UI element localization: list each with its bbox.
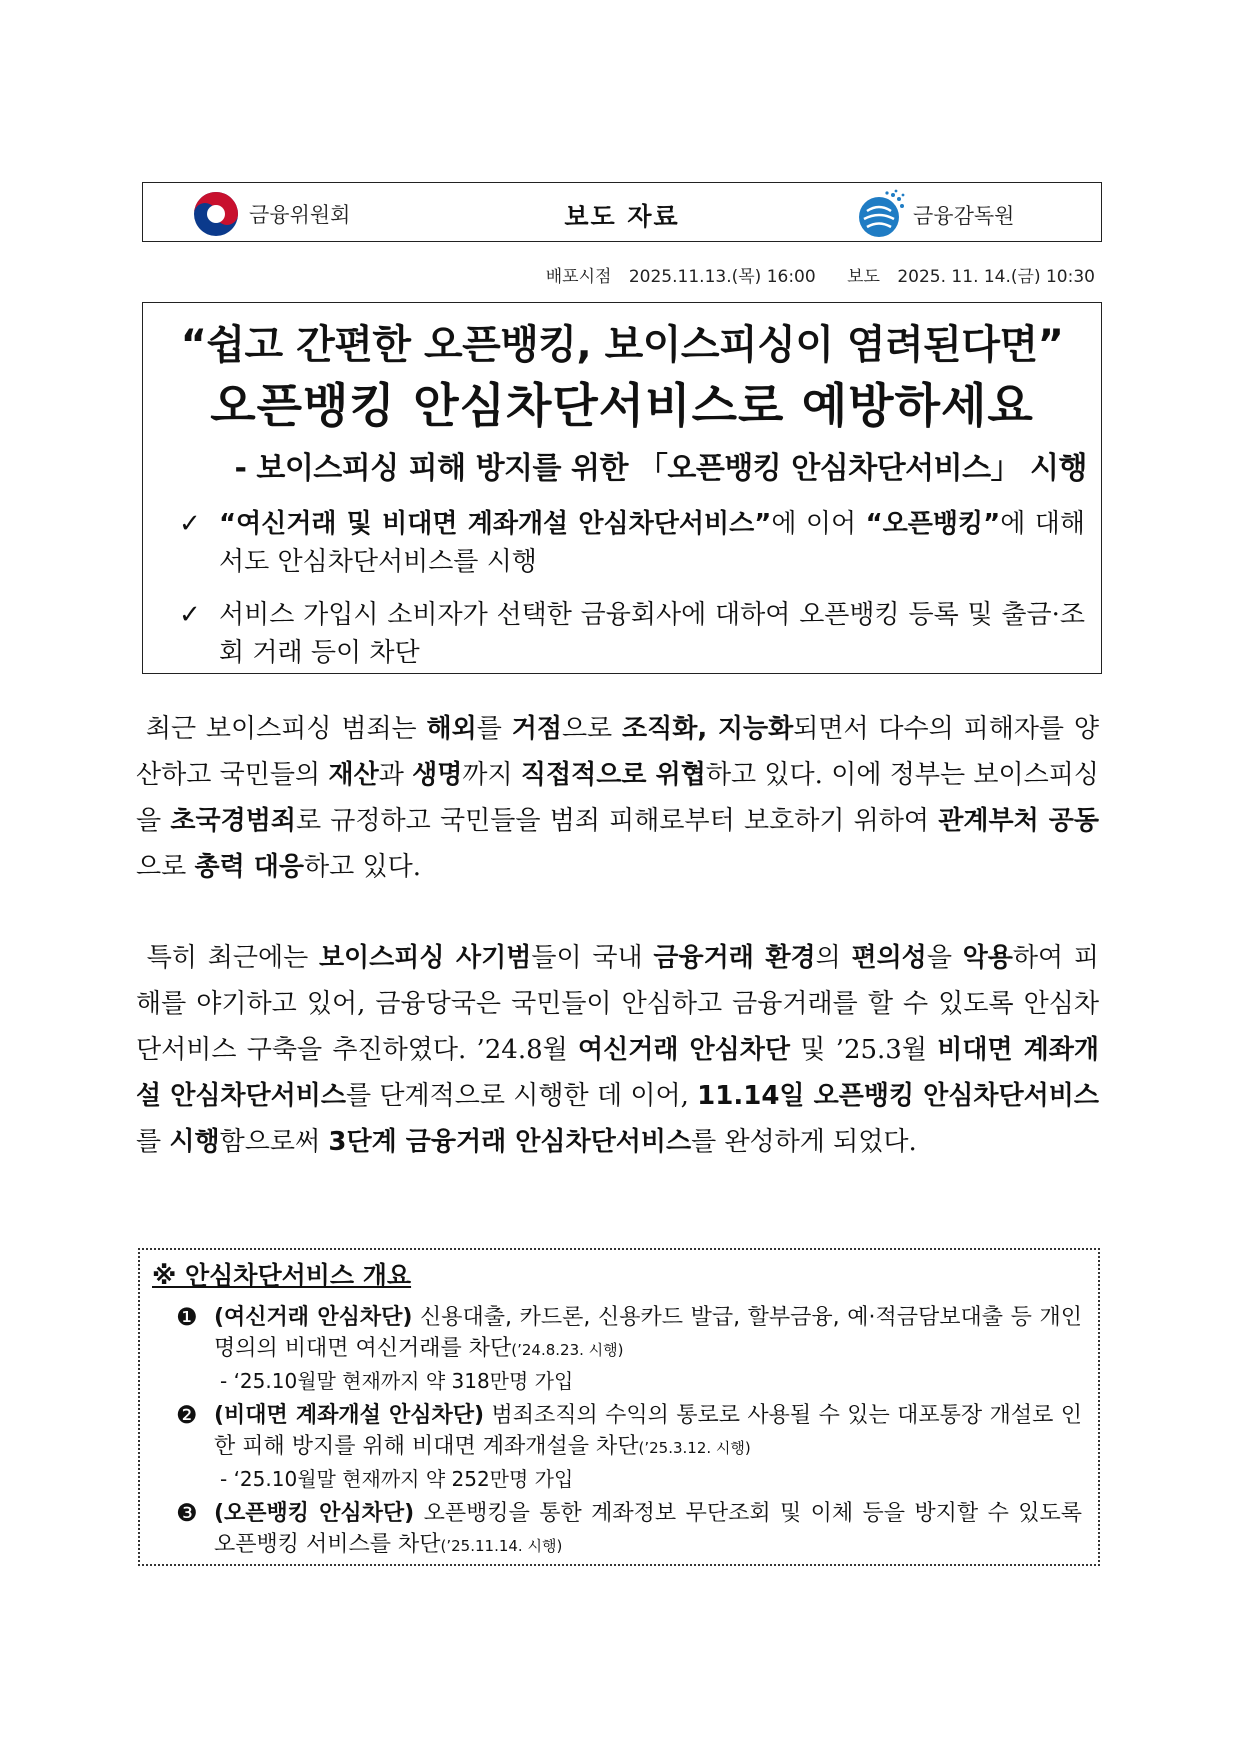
- distribution-time: 2025.11.13.(목) 16:00: [628, 267, 816, 287]
- headline-quote: “쉽고 간편한 오픈뱅킹, 보이스피싱이 염려된다면”: [180, 322, 1064, 368]
- number-2-icon: ❷: [176, 1401, 198, 1429]
- headline-box: [142, 302, 1102, 674]
- number-1-icon: ❶: [176, 1303, 198, 1331]
- distribution-label: 배포시점: [545, 267, 612, 287]
- fss-name: 금융감독원: [913, 204, 1015, 228]
- fsc-name: 금융위원회: [249, 203, 351, 227]
- summary-item: [179, 596, 1085, 672]
- summary-text: 서비스 가입시 소비자가 선택한 금융회사에 대하여 오픈뱅킹 등록 및 출금·조회 거래 등이 차단: [219, 600, 1085, 668]
- report-time: 2025. 11. 14.(금) 10:30: [897, 267, 1095, 287]
- check-icon: ✓: [179, 600, 201, 630]
- service-overview-box: [138, 1248, 1100, 1566]
- body-paragraph-1: 최근 보이스피싱 범죄는 해외를 거점으로 조직화, 지능화되면서 다수의 피해자를 양산하고 국민들의 재산과 생명까지 직접적으로 위협하고 있다. 이에 정부는 보이스피싱을 초국경범죄로 규정하고 국민들을 범죄 피해로부터 보호하기 위하여 관계부처 공동으로 총력 대응하고 있다.: [136, 714, 1099, 882]
- overview-item-text: (오픈뱅킹 안심차단) 오픈뱅킹을 통한 계좌정보 무단조회 및 이체 등을 방지할 수 있도록 오픈뱅킹 서비스를 차단(’25.11.14. 시행): [214, 1501, 1082, 1557]
- overview-item: [176, 1400, 1082, 1495]
- check-icon: ✓: [179, 509, 201, 539]
- summary-text: “여신거래 및 비대면 계좌개설 안심차단서비스”에 이어 “오픈뱅킹”에 대해서도 안심차단서비스를 시행: [219, 509, 1085, 577]
- press-header: [142, 182, 1102, 242]
- overview-item-text: (비대면 계좌개설 안심차단) 범죄조직의 수익의 통로로 사용될 수 있는 대포통장 개설로 인한 피해 방지를 위해 비대면 계좌개설을 차단(’25.3.12. 시행) - ‘25.10월말 현재까지 약 252만명 가입: [214, 1400, 1082, 1495]
- overview-item: [176, 1302, 1082, 1397]
- headline-subtitle: - 보이스피싱 피해 방지를 위한 「오픈뱅킹 안심차단서비스」 시행: [234, 451, 1087, 486]
- number-3-icon: ❸: [176, 1499, 198, 1527]
- overview-title: ※ 안심차단서비스 개요: [152, 1261, 412, 1290]
- overview-item-stat: - ‘25.10월말 현재까지 약 318만명 가입: [220, 1369, 574, 1393]
- summary-item: [179, 505, 1085, 581]
- release-dates: [534, 262, 1095, 287]
- overview-item-text: (여신거래 안심차단) 신용대출, 카드론, 신용카드 발급, 할부금융, 예·적금담보대출 등 개인 명의의 비대면 여신거래를 차단(’24.8.23. 시행) - ‘25.10월말 현재까지 약 318만명 가입: [214, 1302, 1082, 1397]
- headline-main: 오픈뱅킹 안심차단서비스로 예방하세요: [210, 379, 1034, 434]
- body-paragraph-2: 특히 최근에는 보이스피싱 사기범들이 국내 금융거래 환경의 편의성을 악용하여 피해를 야기하고 있어, 금융당국은 국민들이 안심하고 금융거래를 할 수 있도록 안심차단서비스 구축을 추진하였다. ’24.8월 여신거래 안심차단 및 ’25.3월 비대면 계좌개설 안심차단서비스를 단계적으로 시행한 데 이어, 11.14일 오픈뱅킹 안심차단서비스를 시행함으로써 3단계 금융거래 안심차단서비스를 완성하게 되었다.: [136, 943, 1100, 1157]
- report-label: 보도: [847, 267, 880, 287]
- overview-item: [176, 1498, 1082, 1562]
- overview-item-stat: - ‘25.10월말 현재까지 약 252만명 가입: [220, 1467, 574, 1491]
- fss-logo: [855, 189, 1014, 241]
- fss-globe-icon: [855, 189, 907, 241]
- press-release-title: 보도 자료: [564, 202, 680, 231]
